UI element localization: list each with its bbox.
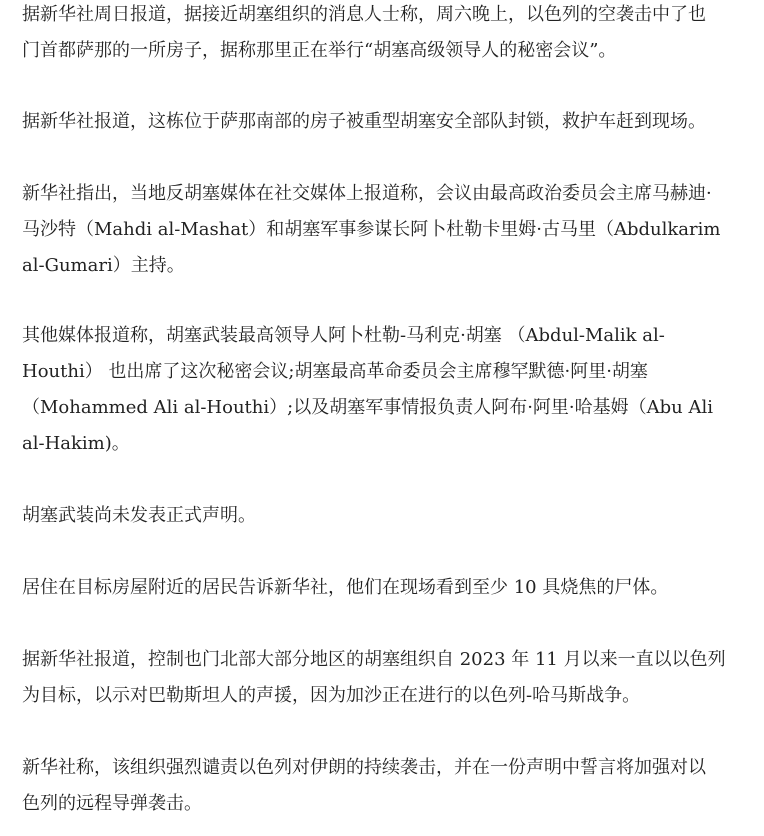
paragraph-residents-account	[22, 570, 748, 606]
text-line: 马沙特（Mahdi al-Mashat）和胡塞军事参谋长阿卜杜勒卡里姆·古马里（Abdulkarim	[22, 219, 721, 240]
text-line: 据新华社报道，控制也门北部大部分地区的胡塞组织自 2023 年 11 月以来一直以以色列	[22, 649, 726, 670]
text-line: 新华社指出，当地反胡塞媒体在社交媒体上报道称，会议由最高政治委员会主席马赫迪·	[22, 183, 712, 204]
paragraph-airstrike-report	[22, 0, 748, 69]
text-line: 据新华社周日报道，据接近胡塞组织的消息人士称，周六晚上，以色列的空袭击中了也	[22, 4, 706, 25]
text-line: （Mohammed Ali al-Houthi）;以及胡塞军事情报负责人阿布·阿里·哈基姆（Abu Ali	[22, 397, 713, 418]
text-line: 其他媒体报道称，胡塞武装最高领导人阿卜杜勒-马利克·胡塞 （Abdul-Malik al-	[22, 325, 665, 346]
text-line: al-Hakim)。	[22, 433, 130, 454]
text-line: Houthi） 也出席了这次秘密会议;胡塞最高革命委员会主席穆罕默德·阿里·胡塞	[22, 361, 648, 382]
text-line: 门首都萨那的一所房子，据称那里正在举行“胡塞高级领导人的秘密会议”。	[22, 40, 617, 61]
paragraph-security-lockdown	[22, 104, 748, 140]
text-line: 为目标，以示对巴勒斯坦人的声援，因为加沙正在进行的以色列-哈马斯战争。	[22, 685, 641, 706]
paragraph-no-statement	[22, 498, 748, 534]
text-line: 胡塞武装尚未发表正式声明。	[22, 505, 256, 526]
paragraph-meeting-chairs	[22, 176, 748, 284]
text-line: 新华社称，该组织强烈谴责以色列对伊朗的持续袭击，并在一份声明中誓言将加强对以	[22, 757, 706, 778]
text-line: 据新华社报道，这栋位于萨那南部的房子被重型胡塞安全部队封锁，救护车赶到现场。	[22, 111, 706, 132]
paragraph-condemnation	[22, 750, 748, 822]
paragraph-other-attendees	[22, 318, 748, 462]
paragraph-background	[22, 642, 748, 714]
text-line: al-Gumari）主持。	[22, 255, 185, 276]
text-line: 居住在目标房屋附近的居民告诉新华社，他们在现场看到至少 10 具烧焦的尸体。	[22, 577, 669, 598]
text-line: 色列的远程导弹袭击。	[22, 793, 202, 814]
